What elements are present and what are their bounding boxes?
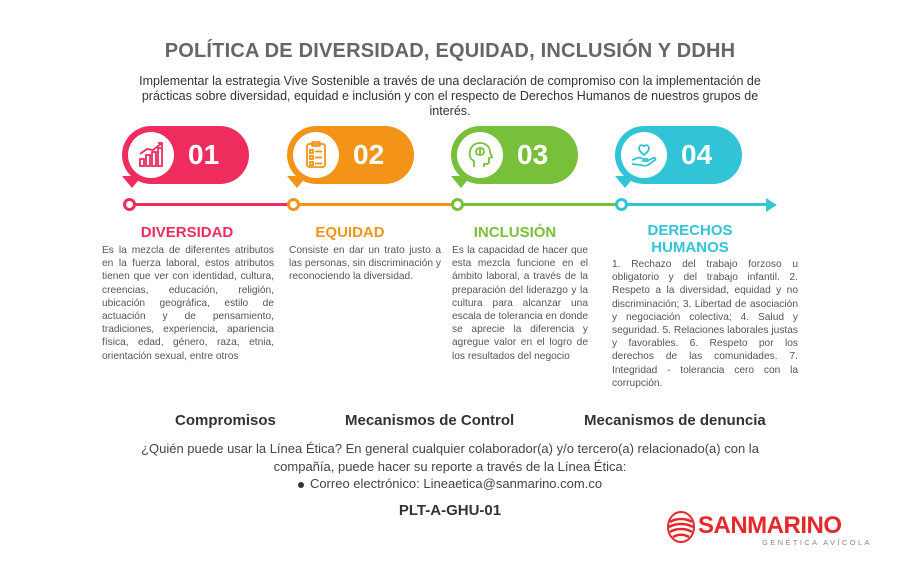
hand-heart-icon [621,132,667,178]
email-text[interactable]: Correo electrónico: Lineaetica@sanmarino.com.co [309,476,603,491]
label-diversidad: DIVERSIDAD [140,224,234,241]
pillar-badge-02 [287,126,414,184]
sanmarino-logo [666,510,886,550]
timeline-node-4 [615,198,628,211]
document-code: PLT-A-GHU-01 [398,502,502,519]
mechanism-denuncia: Mecanismos de denuncia [584,412,766,429]
pillar-badge-04 [615,126,742,184]
bar-chart-icon [128,132,174,178]
timeline-segment-3 [462,203,617,206]
pillar-number: 02 [353,139,385,170]
logo-name: SANMARINO [698,512,842,539]
label-derechos [620,222,760,256]
desc-inclusion: Es la capacidad de hacer que esta mezcla funcione en el ámbito laboral, a través de la preparación del liderazgo y la cultura para alcanzar una escala de tolerancia en donde se aprecie la diferencia y agregue valor en el logro de los resultados del negocio [452,245,588,362]
label-equidad: EQUIDAD [315,224,385,241]
checklist-icon [293,132,339,178]
desc-diversidad: Es la mezcla de diferentes atributos en la fuerza laboral, estos atributos tienen que ver con identidad, cultura, creencias, educación, religión, ubicación geográfica, estilo de actuación y de pensamiento, tradiciones, experiencia, apariencia física, edad, género, raza, etnia, orientación sexual, entre otros [102,245,274,362]
pillar-number: 03 [517,139,549,170]
pillar-badge-03 [451,126,578,184]
mechanism-control: Mecanismos de Control [345,412,515,429]
logo-tagline: GENÉTICA AVÍCOLA [762,538,872,547]
desc-equidad: Consiste en dar un trato justo a las personas, sin discriminación y reconociendo la diversidad. [289,245,441,283]
pillar-badge-01 [122,126,249,184]
label-derechos-line2: HUMANOS [651,239,729,256]
timeline-arrow-icon [766,198,777,212]
page-title: POLÍTICA DE DIVERSIDAD, EQUIDAD, INCLUSIÓN Y DDHH [164,40,736,62]
timeline-segment-4 [626,203,768,206]
head-brain-icon [457,132,503,178]
ethics-line-question: ¿Quién puede usar la Línea Ética? En general cualquier colaborador(a) y/o tercero(a) relacionado(a) con la compañía, puede hacer su reporte a través de la Línea Ética: [141,441,759,474]
email-line [0,476,900,491]
desc-derechos: 1. Rechazo del trabajo forzoso u obligatorio y del trabajo infantil. 2. Respeto a la diversidad, equidad y no discriminación; 3. Libertad de asociación y negociación colectiva; 4. Salud y seguridad. 5. Relaciones laborales justas y favorables. 6. Respeto por los derechos de las comunidades. 7. Integridad - tolerancia cero con la corrupción. [612,259,798,389]
pillar-number: 04 [681,139,713,170]
timeline-node-2 [287,198,300,211]
label-derechos-line1: DERECHOS [647,222,733,239]
mechanism-compromisos: Compromisos [175,412,276,429]
intro-text: Implementar la estrategia Vive Sostenible a través de una declaración de compromiso con la implementación de prácticas sobre diversidad, equidad e inclusión y con el respecto de Derechos Humanos de nuestros grupos de interés. [139,74,761,118]
timeline-segment-2 [298,203,453,206]
logo-emblem-icon [666,510,696,544]
timeline-node-3 [451,198,464,211]
bullet-icon [298,482,304,488]
timeline-segment-1 [134,203,289,206]
timeline-node-1 [123,198,136,211]
pillar-number: 01 [188,139,220,170]
label-inclusion: INCLUSIÓN [473,224,557,241]
